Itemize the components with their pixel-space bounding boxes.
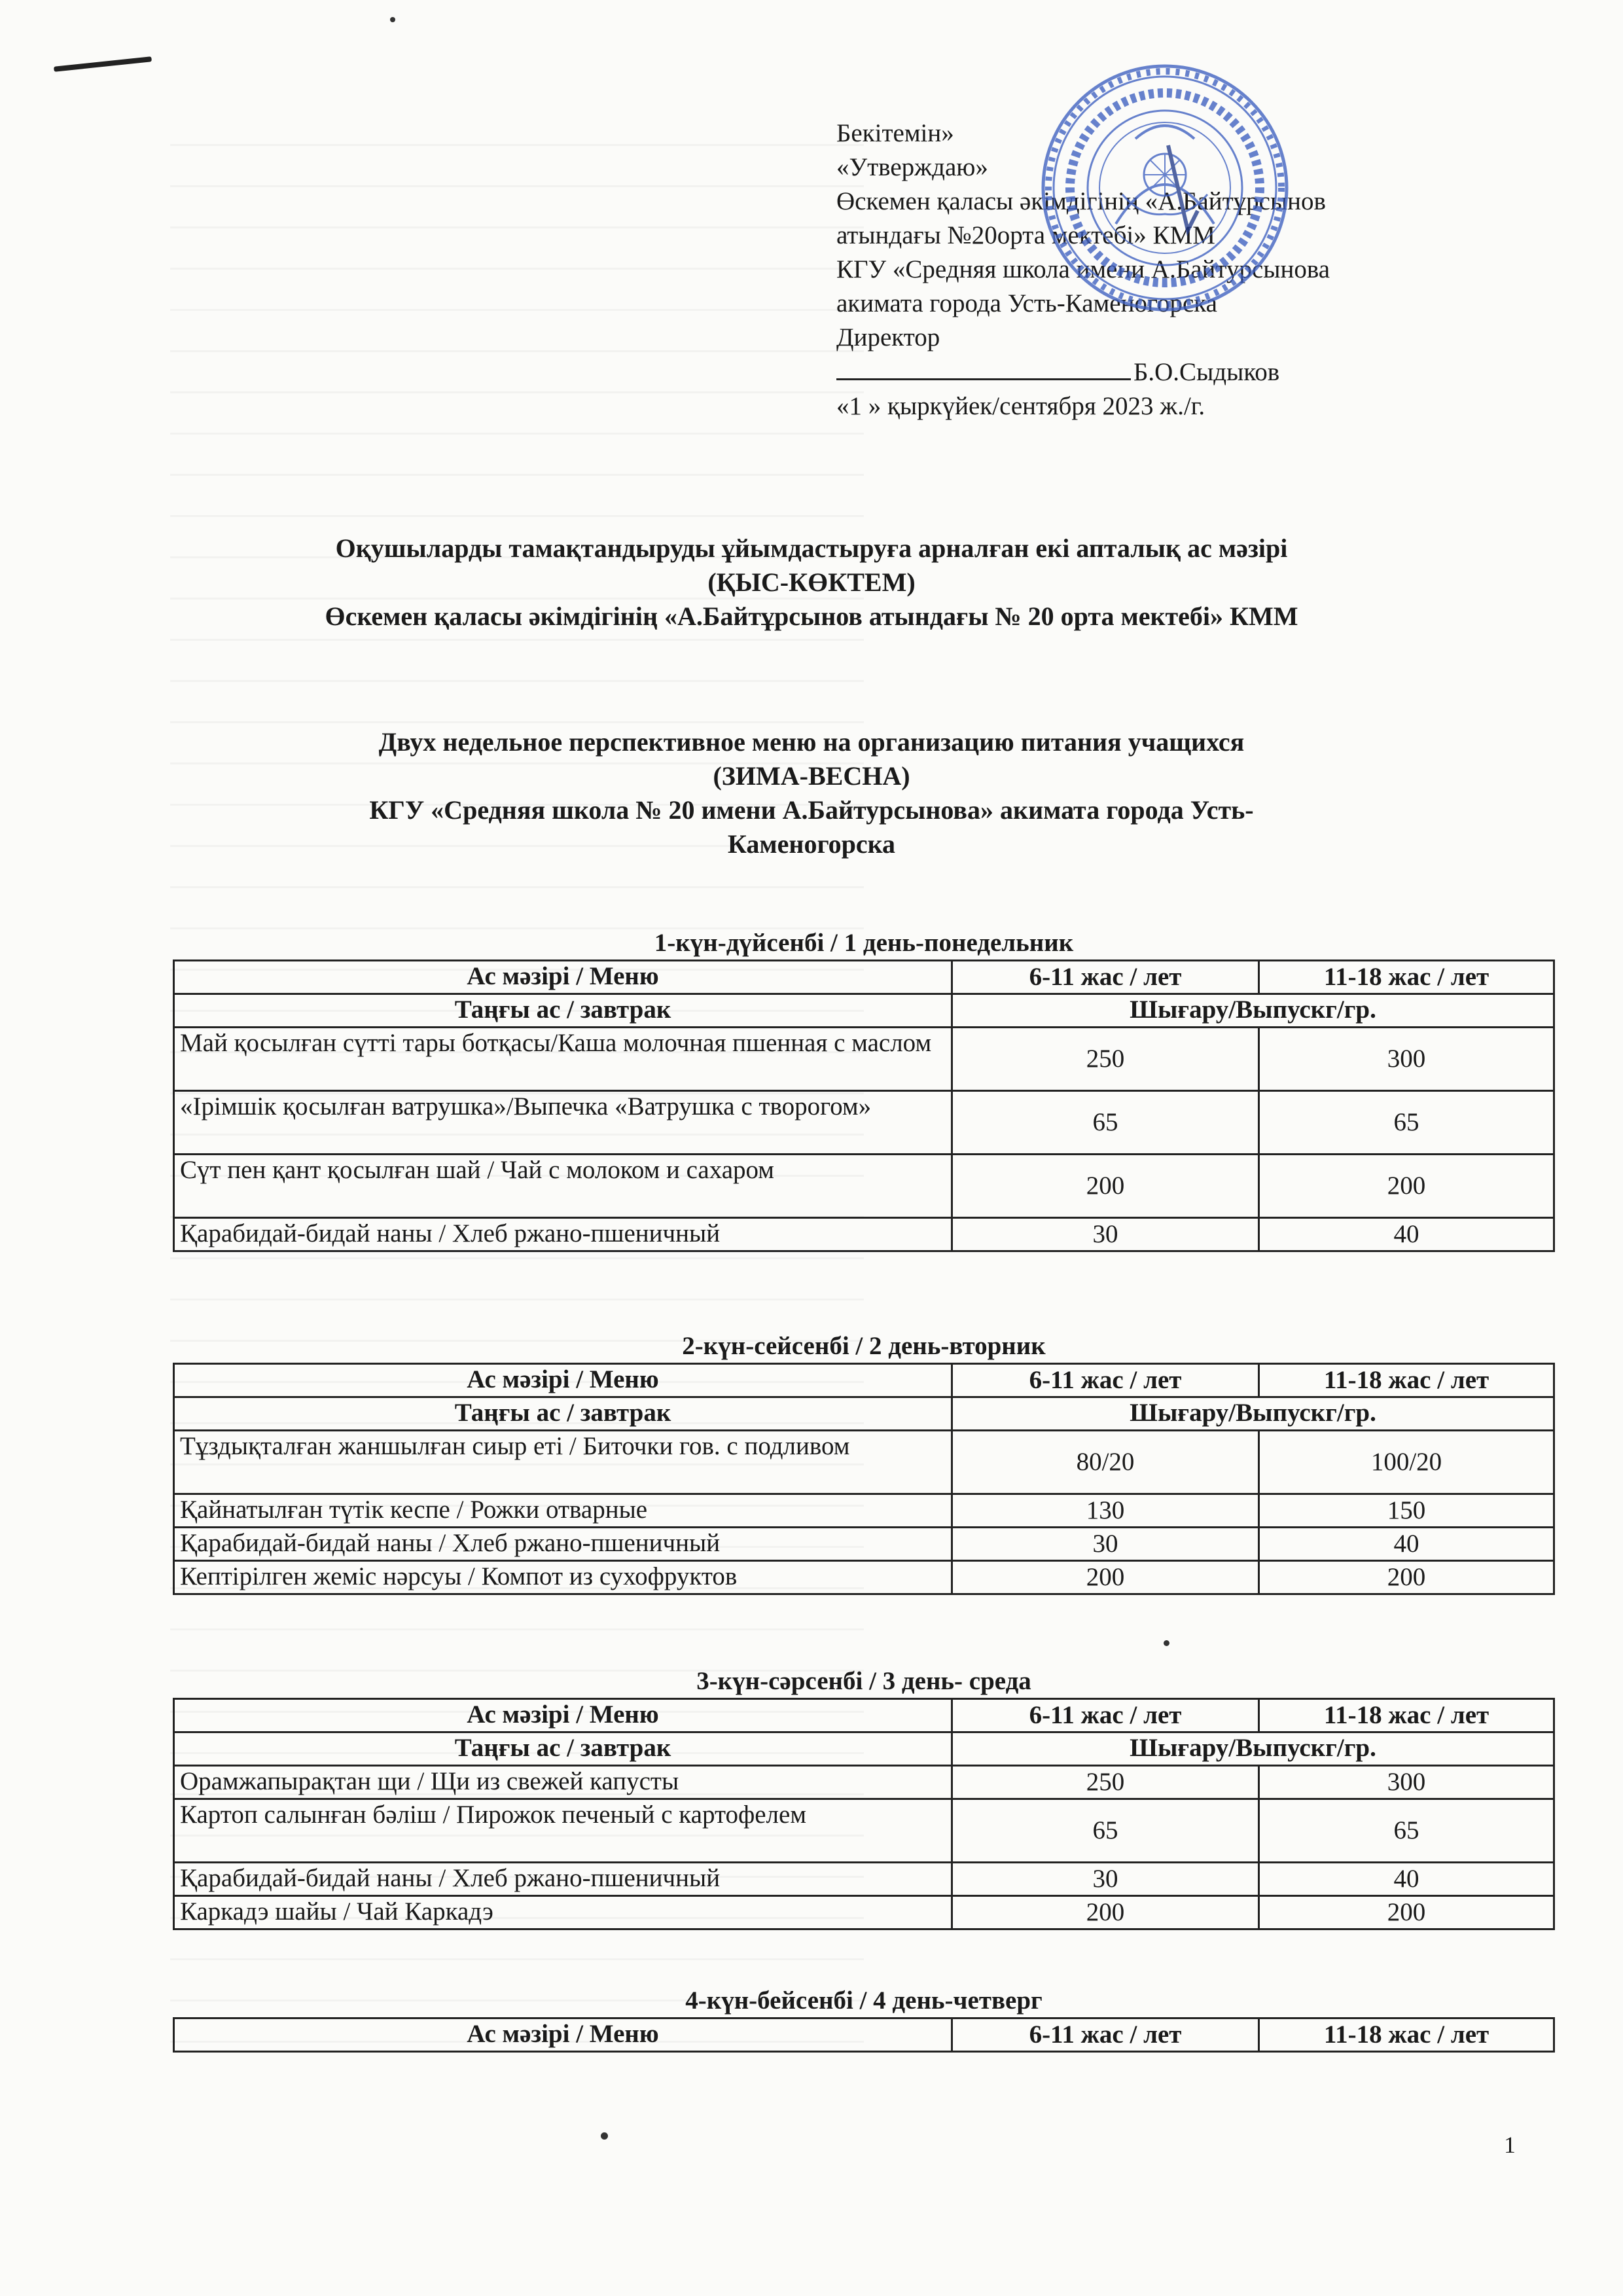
portion-11-18: 300 bbox=[1259, 1766, 1554, 1799]
dish-name: Картоп салынған бәліш / Пирожок печеный с картофелем bbox=[174, 1799, 952, 1863]
menu-header: Ас мәзірі / Меню bbox=[174, 1699, 952, 1732]
meal-header-row bbox=[174, 1397, 1554, 1431]
portion-11-18: 40 bbox=[1259, 1863, 1554, 1896]
meal-header: Таңғы ас / завтрак bbox=[174, 994, 952, 1028]
dish-name: Қайнатылған түтік кеспе / Рожки отварные bbox=[174, 1494, 952, 1528]
portion-6-11: 200 bbox=[952, 1155, 1259, 1218]
age-11-18-header: 11-18 жас / лет bbox=[1259, 1364, 1554, 1397]
table-row bbox=[174, 1528, 1554, 1561]
age-6-11-header: 6-11 жас / лет bbox=[952, 1364, 1259, 1397]
portion-11-18: 200 bbox=[1259, 1561, 1554, 1594]
menu-header: Ас мәзірі / Меню bbox=[174, 2018, 952, 2052]
output-header: Шығару/Выпускг/гр. bbox=[952, 994, 1554, 1028]
approval-line: КГУ «Средняя школа имени А.Байтурсынова bbox=[836, 255, 1330, 283]
dish-name: Май қосылған сүтті тары ботқасы/Каша молочная пшенная с маслом bbox=[174, 1028, 952, 1091]
portion-6-11: 250 bbox=[952, 1766, 1259, 1799]
dish-name: Орамжапырақтан щи / Щи из свежей капусты bbox=[174, 1766, 952, 1799]
portion-11-18: 65 bbox=[1259, 1091, 1554, 1155]
portion-6-11: 200 bbox=[952, 1561, 1259, 1594]
portion-6-11: 130 bbox=[952, 1494, 1259, 1528]
meal-header-row bbox=[174, 1732, 1554, 1766]
signature-line bbox=[836, 355, 1131, 380]
age-11-18-header: 11-18 жас / лет bbox=[1259, 961, 1554, 994]
title-line: (ЗИМА-ВЕСНА) bbox=[713, 761, 910, 791]
day-2-caption: 2-күн-сейсенбі / 2 день-вторник bbox=[682, 1332, 1046, 1360]
portion-11-18: 300 bbox=[1259, 1028, 1554, 1091]
portion-11-18: 200 bbox=[1259, 1896, 1554, 1929]
day-3-table bbox=[173, 1698, 1555, 1930]
approval-line: акимата города Усть-Каменогорска bbox=[836, 289, 1217, 317]
output-header: Шығару/Выпускг/гр. bbox=[952, 1397, 1554, 1431]
dish-name: Қарабидай-бидай наны / Хлеб ржано-пшеничный bbox=[174, 1218, 952, 1251]
title-line: Двух недельное перспективное меню на организацию питания учащихся bbox=[378, 727, 1245, 757]
portion-11-18: 40 bbox=[1259, 1528, 1554, 1561]
age-6-11-header: 6-11 жас / лет bbox=[952, 961, 1259, 994]
age-6-11-header: 6-11 жас / лет bbox=[952, 2018, 1259, 2052]
portion-6-11: 65 bbox=[952, 1091, 1259, 1155]
signer-name: Б.О.Сыдыков bbox=[1133, 358, 1280, 386]
table-row bbox=[174, 1561, 1554, 1594]
signature-row bbox=[836, 355, 1569, 389]
table-header-row bbox=[174, 961, 1554, 994]
title-line: Өскемен қаласы әкімдігінің «А.Байтұрсынов атындағы № 20 орта мектебі» КММ bbox=[325, 601, 1298, 631]
age-6-11-header: 6-11 жас / лет bbox=[952, 1699, 1259, 1732]
portion-6-11: 250 bbox=[952, 1028, 1259, 1091]
table-row bbox=[174, 1799, 1554, 1863]
portion-11-18: 100/20 bbox=[1259, 1431, 1554, 1494]
day-2-table bbox=[173, 1363, 1555, 1595]
approval-date: «1 » қыркүйек/сентября 2023 ж./г. bbox=[836, 392, 1205, 420]
table-row bbox=[174, 1863, 1554, 1896]
pen-mark bbox=[54, 56, 152, 72]
title-line: Оқушыларды тамақтандыруды ұйымдастыруға арналған екі апталық ас мәзірі bbox=[335, 533, 1288, 563]
portion-6-11: 65 bbox=[952, 1799, 1259, 1863]
meal-header-row bbox=[174, 994, 1554, 1028]
approval-line: атындағы №20орта мектебі» КММ bbox=[836, 221, 1215, 249]
portion-11-18: 200 bbox=[1259, 1155, 1554, 1218]
speck bbox=[1164, 1640, 1169, 1646]
day-1-table bbox=[173, 960, 1555, 1252]
dish-name: «Ірімшік қосылған ватрушка»/Выпечка «Ватрушка с творогом» bbox=[174, 1091, 952, 1155]
table-header-row bbox=[174, 1364, 1554, 1397]
table-row bbox=[174, 1218, 1554, 1251]
table-row bbox=[174, 1431, 1554, 1494]
table-row bbox=[174, 1494, 1554, 1528]
title-line: Каменогорска bbox=[727, 829, 896, 859]
portion-11-18: 65 bbox=[1259, 1799, 1554, 1863]
title-line: (ҚЫС-КӨКТЕМ) bbox=[707, 567, 916, 597]
dish-name: Кептірілген жеміс нәрсуы / Компот из сухофруктов bbox=[174, 1561, 952, 1594]
speck bbox=[601, 2132, 608, 2140]
table-row bbox=[174, 1155, 1554, 1218]
age-11-18-header: 11-18 жас / лет bbox=[1259, 1699, 1554, 1732]
dish-name: Қарабидай-бидай наны / Хлеб ржано-пшеничный bbox=[174, 1528, 952, 1561]
portion-6-11: 30 bbox=[952, 1863, 1259, 1896]
approval-line: Директор bbox=[836, 323, 940, 351]
meal-header: Таңғы ас / завтрак bbox=[174, 1732, 952, 1766]
table-header-row bbox=[174, 1699, 1554, 1732]
portion-11-18: 150 bbox=[1259, 1494, 1554, 1528]
table-row bbox=[174, 1896, 1554, 1929]
title-line: КГУ «Средняя школа № 20 имени А.Байтурсынова» акимата города Усть- bbox=[369, 795, 1254, 825]
portion-11-18: 40 bbox=[1259, 1218, 1554, 1251]
menu-header: Ас мәзірі / Меню bbox=[174, 961, 952, 994]
table-row bbox=[174, 1091, 1554, 1155]
output-header: Шығару/Выпускг/гр. bbox=[952, 1732, 1554, 1766]
dish-name: Қарабидай-бидай наны / Хлеб ржано-пшеничный bbox=[174, 1863, 952, 1896]
table-row bbox=[174, 1028, 1554, 1091]
approval-line: Бекітемін» bbox=[836, 119, 954, 147]
age-11-18-header: 11-18 жас / лет bbox=[1259, 2018, 1554, 2052]
day-1-caption: 1-күн-дүйсенбі / 1 день-понедельник bbox=[654, 929, 1074, 957]
portion-6-11: 30 bbox=[952, 1528, 1259, 1561]
day-4-caption: 4-күн-бейсенбі / 4 день-четверг bbox=[685, 1986, 1043, 2015]
page-number: 1 bbox=[1504, 2132, 1516, 2158]
table-row bbox=[174, 1766, 1554, 1799]
portion-6-11: 30 bbox=[952, 1218, 1259, 1251]
dish-name: Сүт пен қант қосылған шай / Чай с молоком и сахаром bbox=[174, 1155, 952, 1218]
portion-6-11: 200 bbox=[952, 1896, 1259, 1929]
speck bbox=[390, 17, 395, 22]
portion-6-11: 80/20 bbox=[952, 1431, 1259, 1494]
menu-header: Ас мәзірі / Меню bbox=[174, 1364, 952, 1397]
title-russian bbox=[0, 725, 1623, 861]
dish-name: Каркадэ шайы / Чай Каркадэ bbox=[174, 1896, 952, 1929]
official-seal-icon bbox=[1037, 60, 1293, 315]
dish-name: Тұздықталған жаншылған сиыр еті / Биточки гов. с подливом bbox=[174, 1431, 952, 1494]
day-4-table bbox=[173, 2017, 1555, 2053]
approval-line: «Утверждаю» bbox=[836, 153, 988, 181]
day-3-caption: 3-күн-сәрсенбі / 3 день- среда bbox=[696, 1667, 1031, 1695]
approval-line: Өскемен қаласы әкімдігінің «А.Байтұрсынов bbox=[836, 187, 1326, 215]
table-header-row bbox=[174, 2018, 1554, 2052]
meal-header: Таңғы ас / завтрак bbox=[174, 1397, 952, 1431]
title-kazakh bbox=[0, 531, 1623, 634]
